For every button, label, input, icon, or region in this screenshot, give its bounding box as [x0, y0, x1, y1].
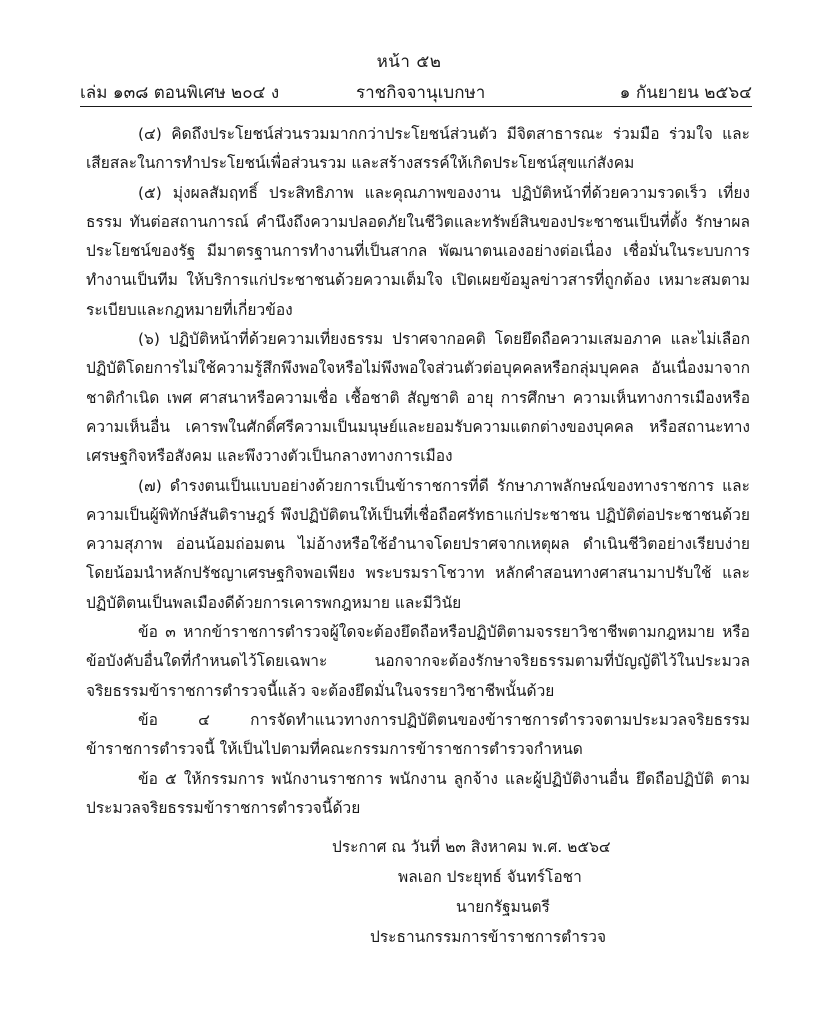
signature-block	[300, 832, 720, 952]
signatory-name: พลเอก ประยุทธ์ จันทร์โอชา	[398, 868, 582, 886]
header-divider	[80, 106, 752, 107]
announcement-date: ประกาศ ณ วันที่ ๒๓ สิงหาคม พ.ศ. ๒๕๖๔	[332, 838, 611, 856]
signatory-title: ประธานกรรมการข้าราชการตำรวจ	[370, 928, 607, 946]
paragraph-item-4: (๔) คิดถึงประโยชน์ส่วนรวมมากกว่าประโยชน์ส่วนตัว มีจิตสาธารณะ ร่วมมือ ร่วมใจ และเสียสละในการทำประโยชน์เพื่อส่วนรวม และสร้างสรรค์ให้เกิดประโยชน์สุขแก่สังคม	[86, 125, 750, 173]
gazette-header	[80, 79, 752, 103]
paragraph-clause-4: ข้อ ๔ การจัดทำแนวทางการปฏิบัติตนของข้าราชการตำรวจตามประมวลจริยธรรม ข้าราชการตำรวจนี้ ให้เป็นไปตามที่คณะกรรมการข้าราชการตำรวจกำหนด	[86, 710, 750, 759]
publication-date: ๑ กันยายน ๒๕๖๔	[619, 83, 752, 103]
publication-name: ราชกิจจานุเบกษา	[356, 83, 486, 103]
page-number: หน้า ๕๒	[376, 52, 442, 72]
document-body	[86, 120, 750, 823]
paragraph-clause-3: ข้อ ๓ หากข้าราชการตำรวจผู้ใดจะต้องยึดถือหรือปฏิบัติตามจรรยาวิชาชีพตามกฎหมาย หรือข้อบังคับอื่นใดที่กำหนดไว้โดยเฉพาะ นอกจากจะต้องรักษาจริยธรรมตามที่บัญญัติไว้ในประมวลจริยธรรมข้าราชการตำรวจนี้แล้ว จะต้องยึดมั่นในจรรยาวิชาชีพนั้นด้วย	[86, 623, 750, 700]
paragraph-item-5: (๕) มุ่งผลสัมฤทธิ์ ประสิทธิภาพ และคุณภาพของงาน ปฏิบัติหน้าที่ด้วยความรวดเร็ว เที่ยงธรรม ทันต่อสถานการณ์ คำนึงถึงความปลอดภัยในชีวิตและทรัพย์สินของประชาชนเป็นที่ตั้ง รักษาผลประโยชน์ของรัฐ มีมาตรฐานการทำงานที่เป็นสากล พัฒนาตนเองอย่างต่อเนื่อง เชื่อมั่นในระบบการทำงานเป็นทีม ให้บริการแก่ประชาชนด้วยความเต็มใจ เปิดเผยข้อมูลข่าวสารที่ถูกต้อง เหมาะสมตามระเบียบและกฎหมายที่เกี่ยวข้อง	[86, 183, 750, 319]
volume-issue: เล่ม ๑๓๘ ตอนพิเศษ ๒๐๔ ง	[80, 83, 280, 103]
signatory-position: นายกรัฐมนตรี	[456, 898, 550, 916]
paragraph-item-7: (๗) ดำรงตนเป็นแบบอย่างด้วยการเป็นข้าราชการที่ดี รักษาภาพลักษณ์ของทางราชการ และความเป็นผู้พิทักษ์สันติราษฎร์ พึงปฏิบัติตนให้เป็นที่เชื่อถือศรัทธาแก่ประชาชน ปฏิบัติต่อประชาชนด้วยความสุภาพ อ่อนน้อมถ่อมตน ไม่อ้างหรือใช้อำนาจโดยปราศจากเหตุผล ดำเนินชีวิตอย่างเรียบง่ายโดยน้อมนำหลักปรัชญาเศรษฐกิจพอเพียง พระบรมราโชวาท หลักคำสอนทางศาสนามาปรับใช้ และปฏิบัติตนเป็นพลเมืองดีด้วยการเคารพกฎหมาย และมีวินัย	[86, 476, 750, 612]
paragraph-clause-5: ข้อ ๕ ให้กรรมการ พนักงานราชการ พนักงาน ลูกจ้าง และผู้ปฏิบัติงานอื่น ยึดถือปฏิบัติ ตามประมวลจริยธรรมข้าราชการตำรวจนี้ด้วย	[86, 769, 750, 817]
paragraph-item-6: (๖) ปฏิบัติหน้าที่ด้วยความเที่ยงธรรม ปราศจากอคติ โดยยึดถือความเสมอภาค และไม่เลือกปฏิบัติโดยการไม่ใช้ความรู้สึกพึงพอใจหรือไม่พึงพอใจส่วนตัวต่อบุคคลหรือกลุ่มบุคคล อันเนื่องมาจากชาติกำเนิด เพศ ศาสนาหรือความเชื่อ เชื้อชาติ สัญชาติ อายุ การศึกษา ความเห็นทางการเมืองหรือความเห็นอื่น เคารพในศักดิ์ศรีความเป็นมนุษย์และยอมรับความแตกต่างของบุคคล หรือสถานะทางเศรษฐกิจหรือสังคม และพึงวางตัวเป็นกลางทางการเมือง	[86, 330, 750, 466]
